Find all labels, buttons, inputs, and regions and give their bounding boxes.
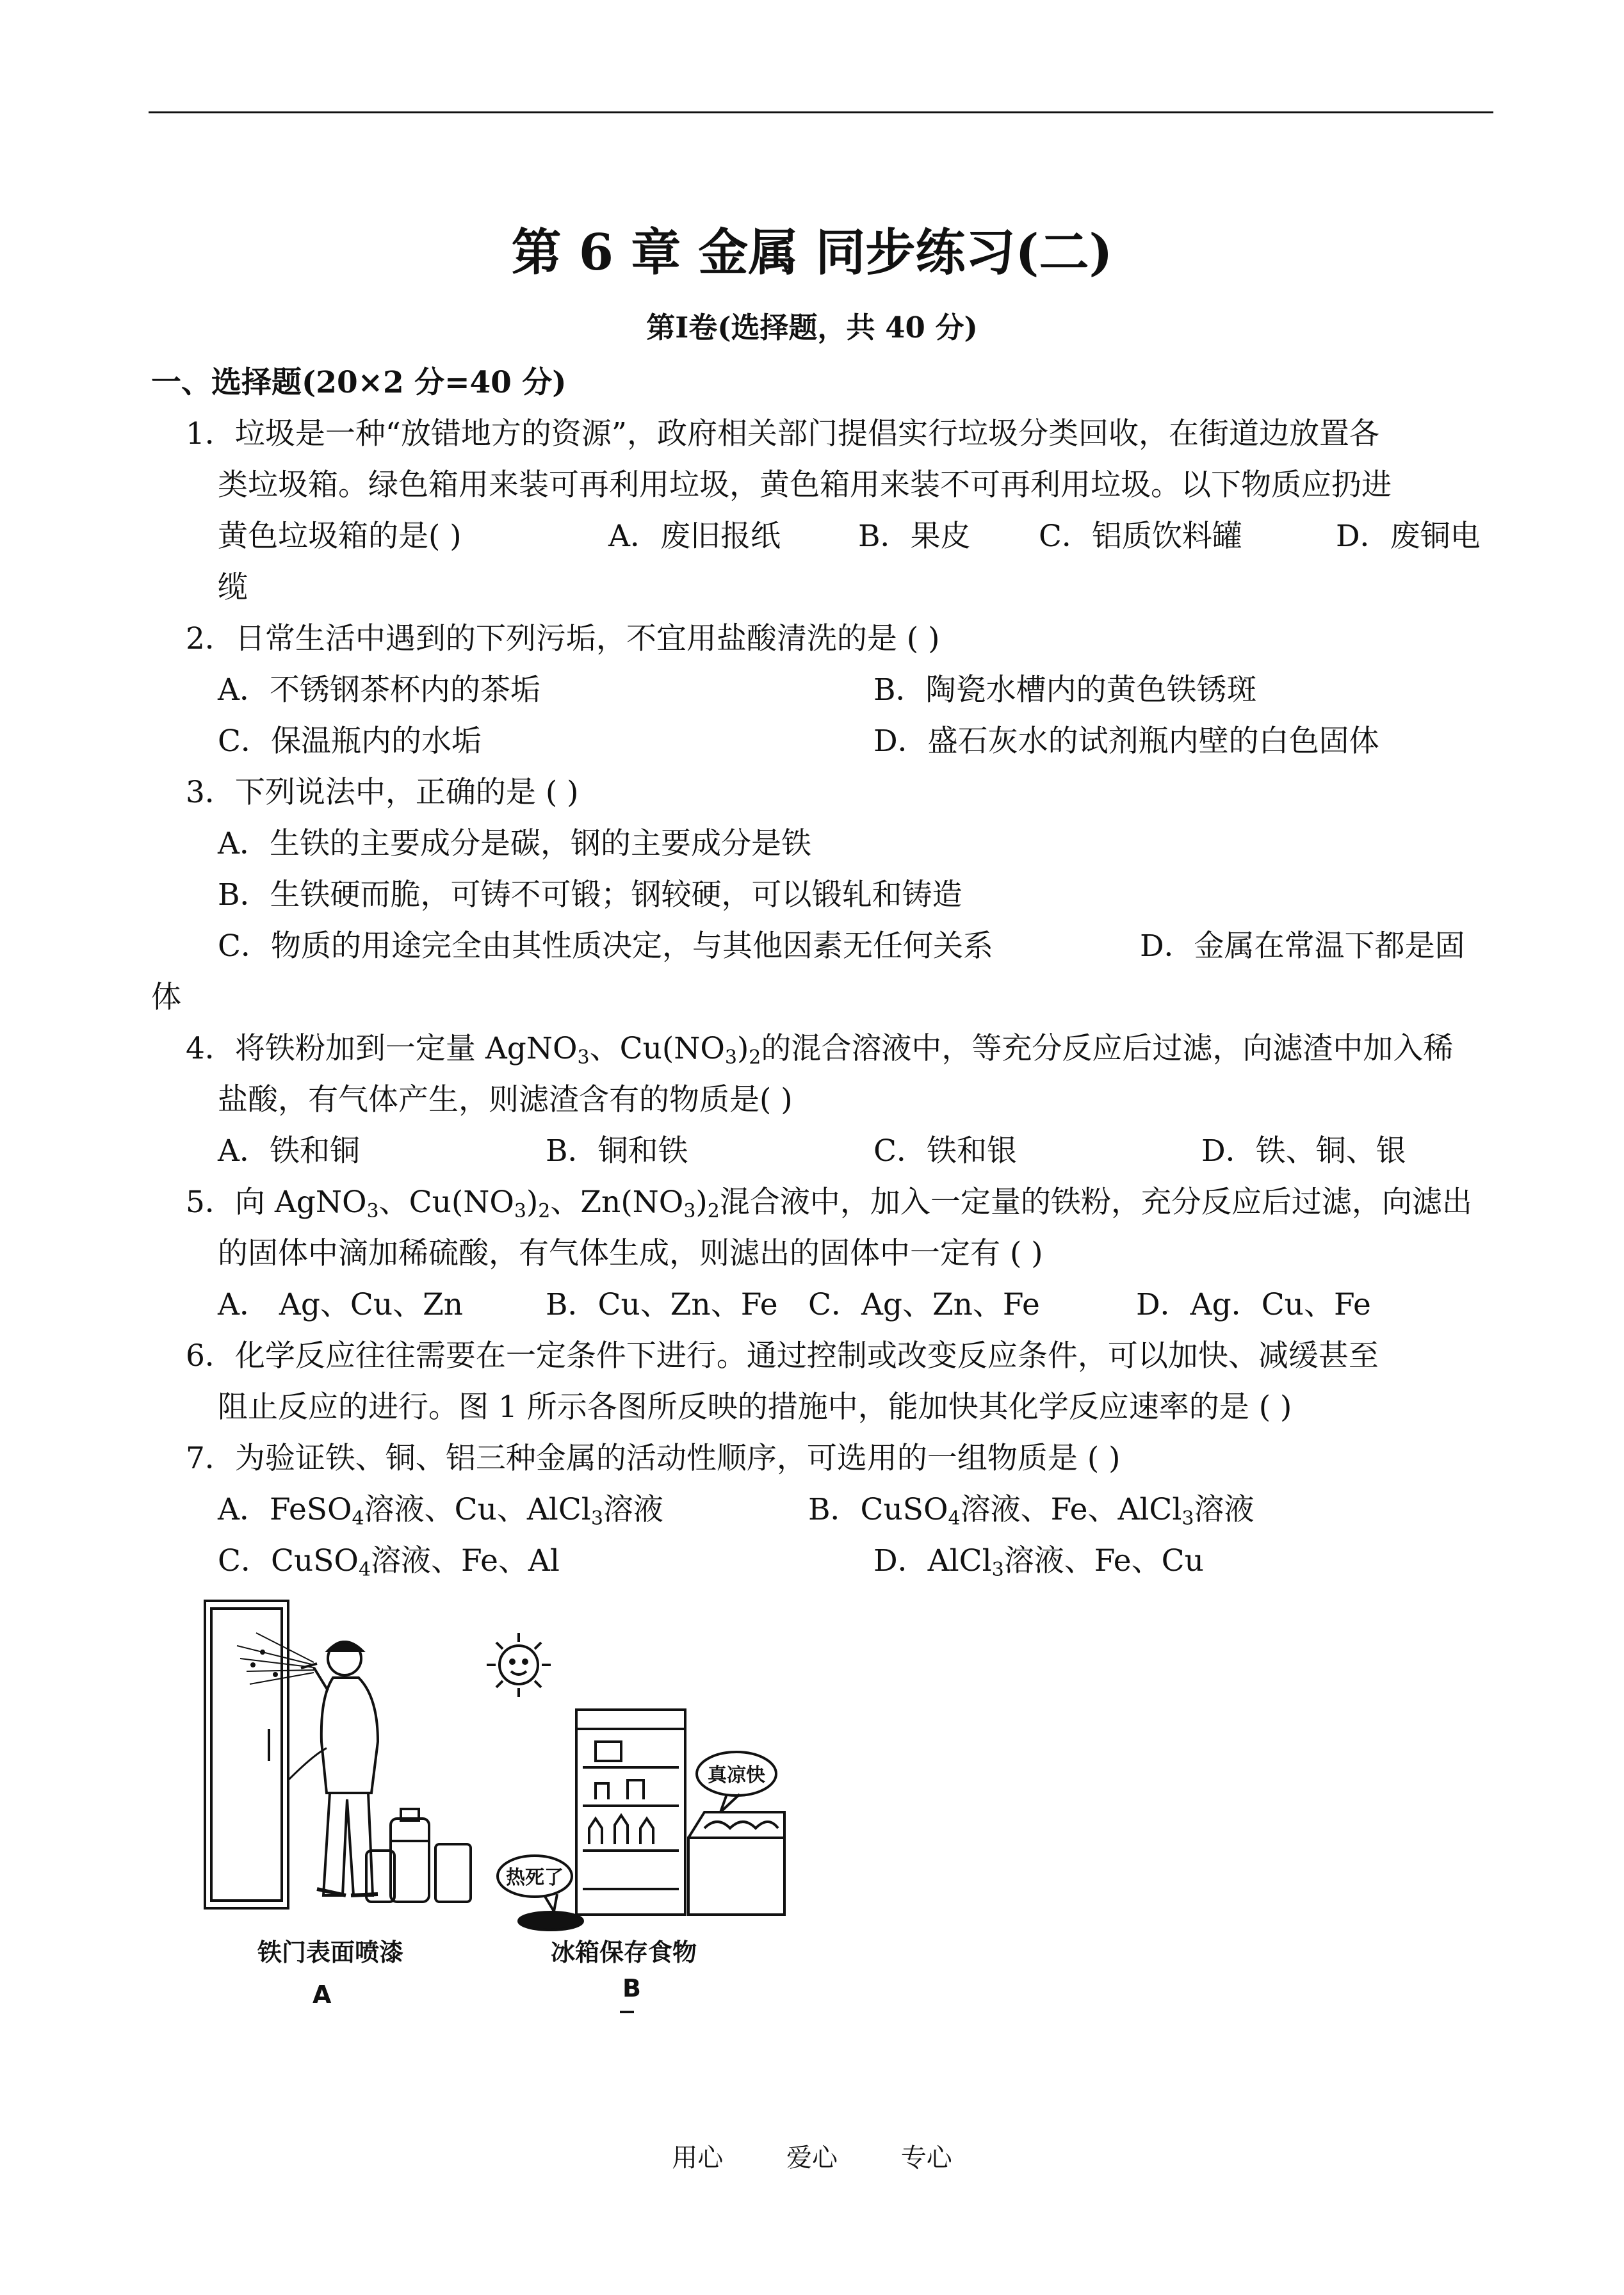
q7-option-d: D．AlCl$_3$溶液、Fe、Cu xyxy=(873,1543,1204,1581)
freezer-drawing xyxy=(688,1812,784,1915)
q5-line1: 5．向 AgNO$_3$、$Cu(NO_3)_2$、$Zn(NO_3)_2$混合液中，加入一定量的铁粉，充分反应后过滤，向滤出 xyxy=(186,1185,1472,1222)
q1-wrap: 缆 xyxy=(218,570,248,605)
q5-option-b: B．Cu、Zn、Fe xyxy=(546,1287,778,1322)
q2-option-d: D．盛石灰水的试剂瓶内壁的白色固体 xyxy=(873,724,1379,759)
q4-line2: 盐酸，有气体产生，则滤渣含有的物质是( ) xyxy=(218,1082,793,1117)
figure-1-illustration xyxy=(186,1588,800,1947)
q1-option-c: C．铝质饮料罐 xyxy=(1039,519,1242,554)
q7-stem: 7．为验证铁、铜、铝三种金属的活动性顺序，可选用的一组物质是 ( ) xyxy=(186,1441,1121,1476)
page-title: 第 6 章 金属 同步练习(二) xyxy=(511,223,1113,282)
q5-option-c: C．Ag、Zn、Fe xyxy=(808,1287,1040,1322)
label-a: A xyxy=(313,1981,332,2009)
q3-stem: 3．下列说法中，正确的是 ( ) xyxy=(186,775,579,810)
bubble-hot-text: 热死了 xyxy=(506,1867,564,1889)
footer-word-3: 专心 xyxy=(900,2143,952,2173)
caption-a: 铁门表面喷漆 xyxy=(257,1938,404,1967)
q5-line2: 的固体中滴加稀硫酸，有气体生成，则滤出的固体中一定有 ( ) xyxy=(218,1236,1043,1271)
part-subtitle: 第Ⅰ卷(选择题，共 40 分) xyxy=(646,311,978,345)
q1-line2: 类垃圾箱。绿色箱用来装可再利用垃圾，黄色箱用来装不可再利用垃圾。以下物质应扔进 xyxy=(218,467,1392,503)
q4-option-a: A．铁和铜 xyxy=(218,1133,360,1169)
q3-option-d: D．金属在常温下都是固 xyxy=(1140,929,1465,964)
q5-option-a: A． Ag、Cu、Zn xyxy=(218,1287,464,1322)
bubble-cool-text: 真凉快 xyxy=(708,1764,765,1787)
q6-line1: 6．化学反应往往需要在一定条件下进行。通过控制或改变反应条件，可以加快、减缓甚至 xyxy=(186,1338,1379,1374)
footer-word-2: 爱心 xyxy=(786,2143,838,2173)
q2-stem: 2．日常生活中遇到的下列污垢，不宜用盐酸清洗的是 ( ) xyxy=(186,621,940,656)
paint-cans-drawing xyxy=(366,1809,471,1902)
q3-option-b: B．生铁硬而脆，可铸不可锻；钢较硬，可以锻轧和铸造 xyxy=(218,877,962,912)
refrigerator-drawing xyxy=(576,1710,685,1915)
q7-option-b: B．CuSO$_4$溶液、Fe、AlCl$_3$溶液 xyxy=(808,1492,1255,1530)
q7-option-a: A．FeSO$_4$溶液、Cu、AlCl$_3$溶液 xyxy=(218,1492,663,1530)
q3-option-c: C．物质的用途完全由其性质决定，与其他因素无任何关系 xyxy=(218,929,993,964)
header-rule xyxy=(149,111,1493,113)
painter-figure xyxy=(288,1642,378,1895)
figure-1 xyxy=(186,1588,800,2049)
label-b-underline xyxy=(620,2011,634,2013)
section-heading: 一、选择题(20×2 分=40 分) xyxy=(151,365,567,400)
footer-word-1: 用心 xyxy=(672,2143,724,2173)
q1-option-b: B．果皮 xyxy=(858,519,971,554)
page-footer xyxy=(0,2139,1624,2177)
q1-line1: 1．垃圾是一种“放错地方的资源”，政府相关部门提倡实行垃圾分类回收，在街道边放置各 xyxy=(186,416,1379,451)
sun-icon xyxy=(487,1633,551,1697)
q2-option-a: A．不锈钢茶杯内的茶垢 xyxy=(218,672,540,708)
q5-option-d: D．Ag．Cu、Fe xyxy=(1136,1287,1371,1322)
q4-option-b: B．铜和铁 xyxy=(546,1133,688,1169)
q6-line2: 阻止反应的进行。图 1 所示各图所反映的措施中，能加快其化学反应速率的是 ( ) xyxy=(218,1390,1292,1425)
q4-line1: 4．将铁粉加到一定量 AgNO$_3$、$Cu(NO_3)_2$的混合溶液中，等充分反应后过滤，向滤渣中加入稀 xyxy=(186,1031,1454,1069)
q2-option-b: B．陶瓷水槽内的黄色铁锈斑 xyxy=(873,672,1257,708)
q1-option-d: D．废铜电 xyxy=(1336,519,1481,554)
q3-option-a: A．生铁的主要成分是碳，钢的主要成分是铁 xyxy=(218,826,811,861)
q4-option-d: D．铁、铜、银 xyxy=(1201,1133,1406,1169)
spray-mist-drawing xyxy=(237,1633,314,1684)
q4-option-c: C．铁和银 xyxy=(873,1133,1017,1169)
label-b: B xyxy=(622,1974,641,2002)
caption-b: 冰箱保存食物 xyxy=(551,1938,697,1967)
q7-option-c: C．CuSO$_4$溶液、Fe、Al xyxy=(218,1543,560,1581)
q1-stem: 黄色垃圾箱的是( ) xyxy=(218,519,462,554)
q3-wrap: 体 xyxy=(151,980,181,1015)
q1-option-a: A．废旧报纸 xyxy=(608,519,781,554)
iron-door-drawing xyxy=(205,1601,288,1908)
q2-option-c: C．保温瓶内的水垢 xyxy=(218,724,482,759)
